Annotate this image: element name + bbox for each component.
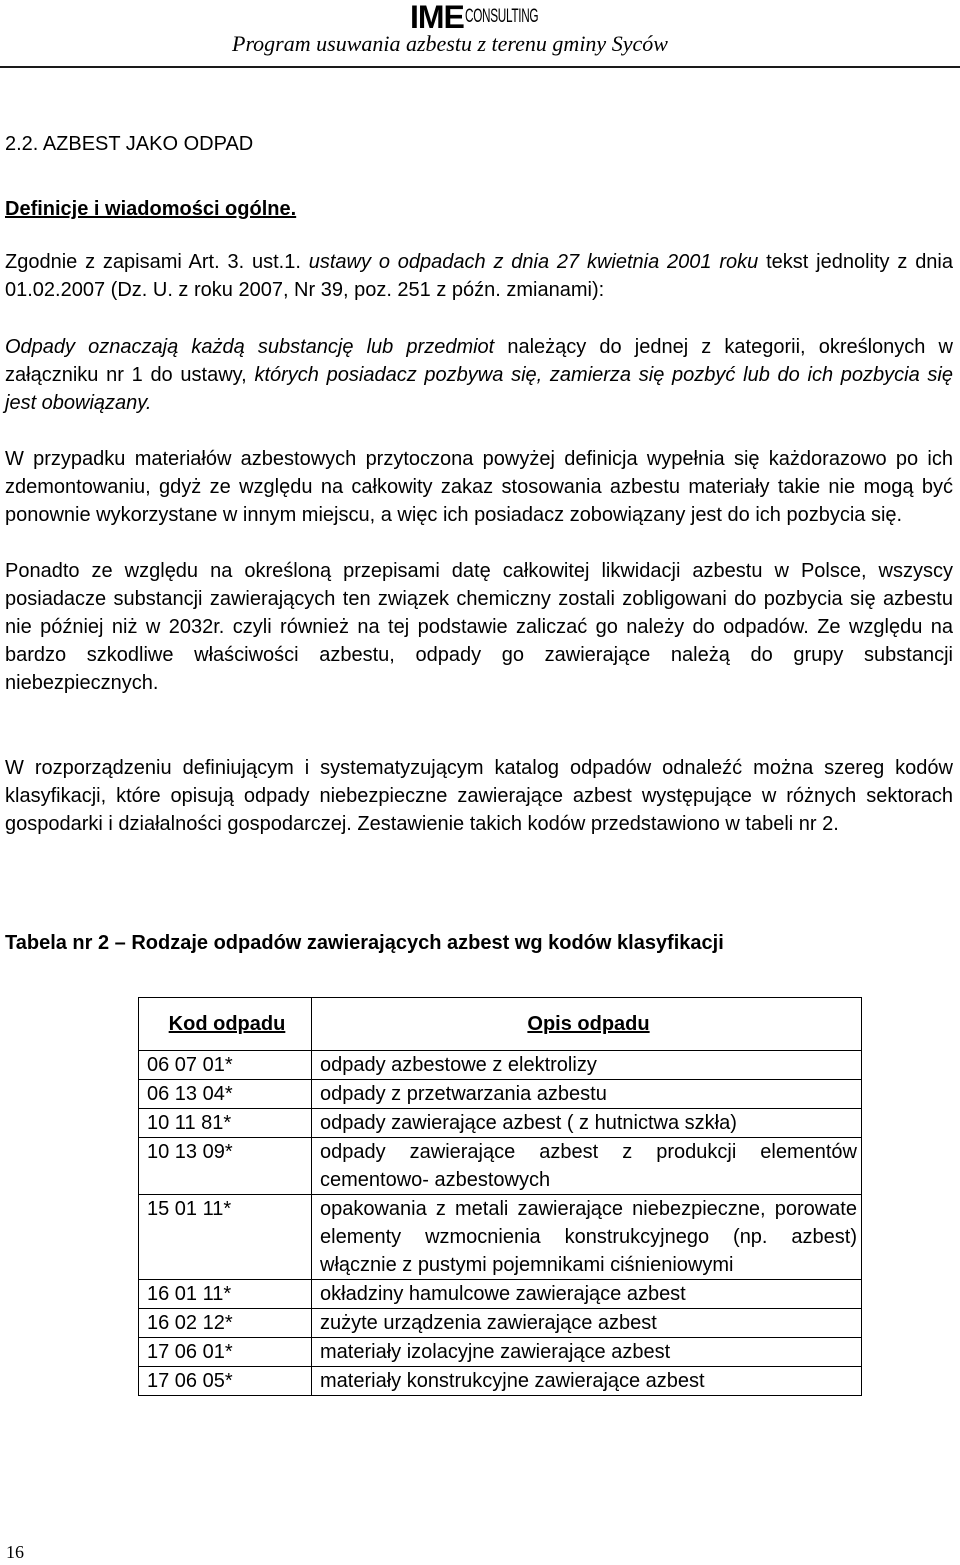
waste-description: odpady zawierające azbest z produkcji elementów cementowo- azbestowych — [312, 1138, 862, 1195]
section-heading: 2.2. AZBEST JAKO ODPAD — [5, 133, 254, 155]
header-code: Kod odpadu — [139, 998, 312, 1051]
page-number: 16 — [6, 1542, 24, 1562]
waste-description: opakowania z metali zawierające niebezpieczne, porowate elementy wzmocnienia konstrukcyjnego (np. azbest) włącznie z pustymi pojemnikami ciśnieniowymi — [312, 1195, 862, 1280]
table-header-row — [139, 998, 862, 1051]
document-subtitle: Program usuwania azbestu z terenu gminy Syców — [232, 31, 668, 56]
waste-codes-table — [138, 997, 862, 1396]
table-row — [139, 1195, 862, 1280]
company-logo — [410, 0, 583, 34]
act-title: ustawy o odpadach z dnia 27 kwietnia 2001 roku — [308, 251, 759, 273]
waste-description: okładziny hamulcowe zawierające azbest — [312, 1280, 862, 1309]
paragraph-text: Zgodnie z zapisami Art. 3. ust.1. — [5, 251, 309, 273]
table-row — [139, 1338, 862, 1367]
table-title: Tabela nr 2 – Rodzaje odpadów zawierających azbest wg kodów klasyfikacji — [5, 932, 724, 954]
waste-code: 06 07 01* — [139, 1051, 312, 1080]
table-row — [139, 1109, 862, 1138]
paragraph-asbestos-materials: W przypadku materiałów azbestowych przytoczona powyżej definicja wypełnia się każdorazowo po ich zdemontowaniu, gdyż ze względu na całkowity zakaz stosowania azbestu materiały takie nie mogą być ponownie wykorzystane w innym miejscu, a więc ich posiadacz zobowiązany jest do ich pozbycia się. — [5, 448, 953, 526]
waste-code: 10 11 81* — [139, 1109, 312, 1138]
page-header — [0, 0, 960, 70]
paragraph-text: tekst jednolity z dnia 01.02.2007 (Dz. U. z roku 2007, Nr 39, poz. 251 z późn. zmianami): — [5, 251, 954, 301]
paragraph-definition — [5, 333, 953, 417]
waste-code: 15 01 11* — [139, 1195, 312, 1280]
table-row — [139, 1138, 862, 1195]
definition-text: których posiadacz pozbywa się, zamierza się pozbyć lub do ich pozbycia się jest obowiązany. — [5, 364, 954, 414]
logo-bold-text: IME — [410, 0, 464, 35]
table-row — [139, 1367, 862, 1396]
header-description: Opis odpadu — [312, 998, 862, 1051]
paragraph-legal-basis — [5, 248, 953, 304]
waste-code: 10 13 09* — [139, 1138, 312, 1195]
waste-code: 16 01 11* — [139, 1280, 312, 1309]
waste-code: 16 02 12* — [139, 1309, 312, 1338]
logo-light-text: CONSULTING — [464, 6, 539, 27]
waste-code: 17 06 01* — [139, 1338, 312, 1367]
paragraph-classification: W rozporządzeniu definiującym i systematyzującym katalog odpadów odnaleźć można szereg kodów klasyfikacji, które opisują odpady niebezpieczne zawierające azbest występujące w różnych sektorach gospodarki i działalności gospodarczej. Zestawienie takich kodów przedstawiono w tabeli nr 2. — [5, 757, 953, 835]
waste-description: zużyte urządzenia zawierające azbest — [312, 1309, 862, 1338]
definitions-heading: Definicje i wiadomości ogólne. — [5, 198, 297, 220]
waste-description: odpady z przetwarzania azbestu — [312, 1080, 862, 1109]
waste-code: 06 13 04* — [139, 1080, 312, 1109]
paragraph-liquidation-date: Ponadto ze względu na określoną przepisami datę całkowitej likwidacji azbestu w Polsce, wszyscy posiadacze substancji zawierających ten związek chemiczny zostali zobligowani do pozbycia się azbestu nie później niż w 2032r. czyli również na tej podstawie zaliczać go należy do odpadów. Ze względu na bardzo szkodliwe właściwości azbestu, odpady go zawierające należą do grupy substancji niebezpiecznych. — [5, 560, 953, 694]
waste-description: odpady zawierające azbest ( z hutnictwa szkła) — [312, 1109, 862, 1138]
waste-description: materiały izolacyjne zawierające azbest — [312, 1338, 862, 1367]
paragraph-text: należący do jednej z kategorii, określonych w załączniku nr 1 do ustawy, — [5, 336, 953, 386]
definition-text: Odpady oznaczają każdą substancję lub przedmiot — [5, 336, 495, 358]
header-divider — [0, 66, 960, 68]
waste-code: 17 06 05* — [139, 1367, 312, 1396]
table-row — [139, 1309, 862, 1338]
waste-description: odpady azbestowe z elektrolizy — [312, 1051, 862, 1080]
table-row — [139, 1280, 862, 1309]
table-row — [139, 1051, 862, 1080]
table-row — [139, 1080, 862, 1109]
waste-description: materiały konstrukcyjne zawierające azbest — [312, 1367, 862, 1396]
